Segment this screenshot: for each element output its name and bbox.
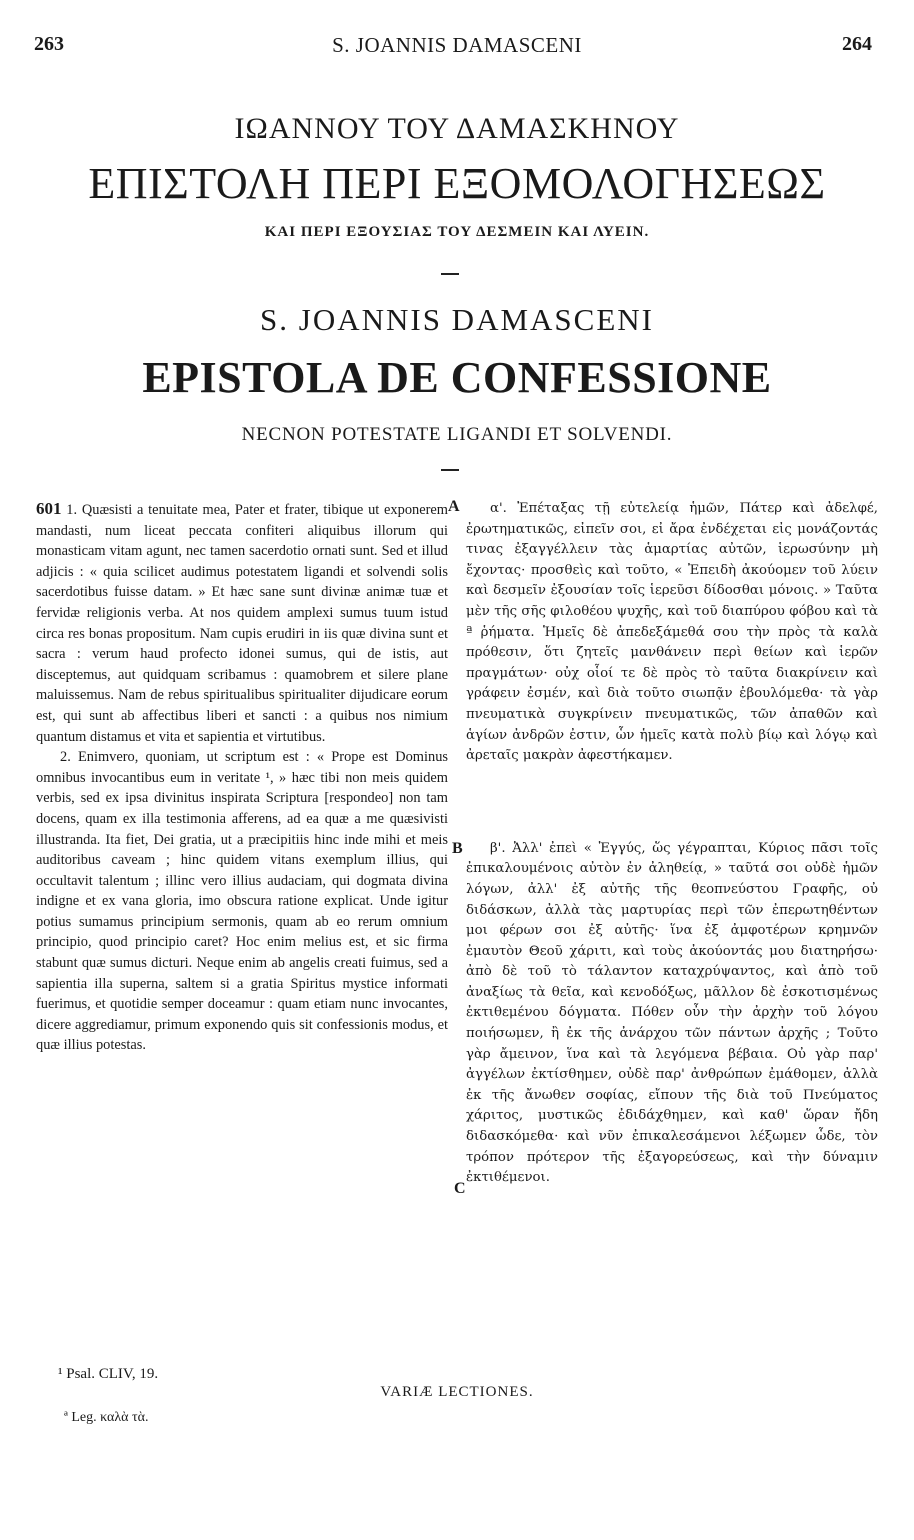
variae-lectiones-heading: VARIÆ LECTIONES. — [380, 1384, 534, 1400]
title-divider-2 — [441, 469, 459, 471]
latin-subtitle: NECNON POTESTATE LIGANDI ET SOLVENDI. — [241, 424, 673, 445]
margin-letter-a: A — [448, 498, 460, 515]
margin-letter-c: C — [454, 1180, 466, 1197]
greek-main-title: ΕΠΙΣΤΟΛΗ ΠΕΡΙ ΕΞΟΜΟΛΟΓΗΣΕΩΣ — [88, 159, 826, 208]
latin-author-title: S. JOANNIS DAMASCENI — [260, 302, 654, 337]
running-head-title: S. JOANNIS DAMASCENI — [332, 33, 582, 57]
greek-subtitle: ΚΑΙ ΠΕΡΙ ΕΞΟΥΣΙΑΣ ΤΟΥ ΔΕΣΜΕΙΝ ΚΑΙ ΛΥΕΙΝ. — [264, 224, 650, 240]
footnote-variant: ª Leg. καλὰ τὰ. — [64, 1410, 149, 1425]
page-number-left: 263 — [34, 33, 64, 55]
latin-main-title: EPISTOLA DE CONFESSIONE — [142, 353, 772, 402]
footnote-latin: ¹ Psal. CLIV, 19. — [58, 1366, 159, 1382]
latin-paragraph-1 — [36, 499, 448, 747]
greek-paragraph-1: α'. Ἐπέταξας τῇ εὐτελείᾳ ἡμῶν, Πάτερ καὶ ἀδελφέ, ἐρωτηματικῶς, εἰπεῖν σοι, εἰ ἄρα ἐνδέχεται εἰς μονάζοντάς τινας ἐξαγγέλλειν τὰς ἁμαρτίας αὐτῶν, ἱερωσύνην μὴ ἔχοντας· προσθεὶς καὶ τοῦτο, « Ἐπειδὴ ἀκούομεν τοῦ λύειν καὶ δεσμεῖν ἐξουσίαν τοῖς ἱερεῦσι δίδοσθαι μόνοις. » Ταῦτα μὲν τῆς σῆς φιλοθέου ψυχῆς, καὶ τοῦ διαπύρου φόβου καὶ τὰ ª ῥήματα. Ἡμεῖς δὲ ἀπεδεξάμεθά σου τὴν πρὸς τὰ καλὰ πρόθεσιν, ὅτι ζητεῖς μανθάνειν περὶ θείων καὶ ἱερῶν πραγμάτων· οὐχ οἷοί τε δὲ πρὸς τὸ ταῦτα διακρίνειν καὶ γράφειν ἐσμέν, καὶ διὰ τοῦτο σιωπᾷν ἐβουλόμεθα· τὰ γὰρ πνευματικὰ συγκρίνειν πνευματικῶς, τῶν ἀπαθῶν καὶ ἁγίων ἀνδρῶν ἐστιν, ὧν ἡμεῖς κατὰ πολὺ βίῳ καὶ λόγῳ καὶ ἀρεταῖς μακρὰν ἀφεστήκαμεν. — [466, 501, 878, 764]
latin-column — [36, 499, 448, 1056]
title-divider — [441, 273, 459, 275]
greek-paragraph-2: β'. Ἀλλ' ἐπεὶ « Ἐγγύς, ὥς γέγραπται, Κύριος πᾶσι τοῖς ἐπικαλουμένοις αὐτὸν ἐν ἀληθείᾳ, » ταῦτά σοι οὐδὲ ἡμῶν λόγων, ἀλλ' ἐξ αὐτῆς τῆς θεοπνεύστου Γραφῆς, οὐ διδάσκων, ἀλλὰ τὰς μαρτυρίας περὶ τῶν ἐπερωτηθέντων μοι φέρων σοι ἐξ αὐτῆς· ἵνα ἐξ ἀμφοτέρων κρημνῶν ἐμαυτὸν Θεοῦ χάριτι, καὶ τοὺς ἀκούοντάς μου διατηρήσω· ἀπὸ δὲ τοῦ τὸ τάλαντον καταχρύψαντος, καὶ ἀπὸ τοῦ ἀναξίως τὰ θεῖα, καὶ κενοδόξως, μᾶλλον δὲ ἐσκοτισμένως ἐκτιθεμένου δόγματα. Πόθεν οὖν τὴν ἀρχὴν τοῦ λόγου ποιήσωμεν, ἢ ἐκ τῆς ἀνάρχου τῶν πάντων ἀρχῆς ; Τοῦτο γὰρ ἄμεινον, ἵνα καὶ τὰ λεγόμενα βέβαια. Οὐ γὰρ παρ' ἀγγέλων ἐκτίσθημεν, οὐδὲ παρ' ἀνθρώπων ἐμάθομεν, ἀλλὰ ἐκ τῆς ἄνωθεν σοφίας, εἴπουν τῆς διὰ τοῦ Πνεύματος χάριτος, μυστικῶς ἐδιδάχθημεν, καὶ καθ' ὥραν ἤδη διδασκόμεθα· καὶ νῦν ἐπικαλεσάμενοι λέξωμεν ὧδε, τὸν τρόπον πρότερον τῆς ἐξαγορεύσεως, καὶ τὴν δύναμιν ἐκτιθέμενοι. — [466, 840, 878, 1186]
latin-paragraph-2: 2. Enimvero, quoniam, ut scriptum est : « Prope est Dominus omnibus invocantibus eum in veritate ¹, » hæc tibi non meis quidem verbis, sed ex ipsa divinitus inspirata Scriptura [respondeo] non tam docens, quam ex illa testimonia afferens, ad ea quæ a me quæsivisti illustranda. Ita fiet, Dei gratia, ut a præcipitiis hinc inde mihi et meis auditoribus caveam ; hinc quidem vitans exemplum illius, qui occultavit talentum ; illinc vero illius audaciam, qui dogmata divina indigne et ex vana gloria, imo obscura ratione explicat. Unde igitur potius sumamus principium sermonis, quam ab eo rerum omnium principio, quod principio caret? Hoc enim melius est, et sic firma stabunt quæ sumus dicturi. Neque enim ab angelis creati fuimus, sed a sapientia illa superna, saltem si a gratia Spiritus mystice informati fuerimus, et quotidie semper doceamur : quam etiam nunc invocantes, dicere aggrediamur, primum exponendo quis sit confessionis modus, et quæ illius potestas. — [36, 749, 448, 1054]
greek-author-title: ΙΩΑΝΝΟΥ ΤΟΥ ΔΑΜΑΣΚΗΝΟΥ — [234, 112, 680, 145]
column-number: 601 — [36, 499, 62, 518]
latin-paragraph-1-text: 1. Quæsisti a tenuitate mea, Pater et frater, tibique ut exponerem mandasti, num liceat peccata confiteri aliquibus illorum qui monasticam vitam agunt, nec tamen sacerdotio ornati sunt. Sed et illud adjicis : « quia scilicet audimus potestatem ligandi et solvendi solis sacerdotibus fuisse datam. » Et hæc sane sunt divinæ animæ tuæ et fervidæ religionis verba. At nos quidem amplexi sumus tuum istud circa res bonas propositum. Nam cupis erudiri in iis quæ divina sunt et sacra : verum haud profecto idonei sumus, qui de istis, aut disceptemus, aut quidquam scribamus : quamobrem et silere plane maluissemus. Nam de rebus spiritualibus spiritualiter dijudicare eorum est, qui sunt ab affectibus liberi et sancti : a quibus nos nimium quantum distamus et vita et sapientia et virtutibus. — [36, 502, 448, 745]
page-number-right: 264 — [842, 33, 872, 55]
greek-column — [466, 499, 878, 1189]
margin-letter-b: B — [452, 840, 463, 857]
